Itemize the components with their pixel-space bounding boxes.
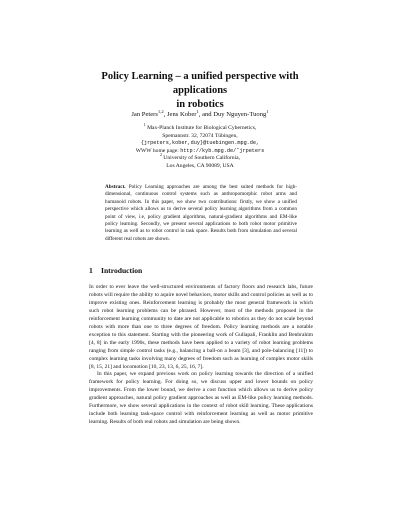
author-affiliation-mark: 1,2	[157, 108, 164, 114]
affiliation-line: $^2$ University of Southern California,	[159, 153, 241, 162]
affiliation-line: $^1$ Max-Planck Institute for Biological Cybernetics,	[143, 123, 257, 131]
homepage-link[interactable]: http://kyb.mpg.de/˜jrpeters	[180, 147, 265, 154]
affiliation-line: Los Angeles, CA 90089, USA	[166, 162, 234, 169]
author-separator: , and	[198, 111, 214, 118]
homepage-label: WWW home page:	[135, 147, 181, 154]
paper-title	[80, 70, 320, 112]
section-heading	[89, 266, 313, 276]
section-number: 1	[89, 266, 93, 275]
author-affiliation-mark: 1	[266, 108, 269, 114]
abstract-text: Policy Learning approaches are among the best suited methods for high-dimensional, continuous control systems such as anthropomorphic robot arms and humanoid robots. In this paper, we show two contributions: firstly, we show a unified perspective which allows us to derive several policy learning algorithms from a common point of view, i.e, policy gradient algorithms, natural-gradient algorithms and EM-like policy learning. Secondly, we present several applications to both robot motor primitive learning as well as to robot control in task space. Results both from simulation and several different real robots are shown.	[105, 184, 297, 242]
author-list	[60, 110, 340, 119]
section-title: Introduction	[101, 266, 143, 275]
affiliations	[60, 125, 340, 171]
author-name: Jens Kober	[166, 111, 197, 118]
author-affiliation-mark: 1	[196, 108, 199, 114]
abstract-label: Abstract.	[105, 184, 126, 190]
section-body	[89, 284, 313, 427]
author-name: Duy Nguyen-Tuong	[213, 111, 267, 118]
author-name: Jan Peters	[131, 111, 158, 118]
affiliation-mark: 2	[159, 153, 162, 158]
body-paragraph: In order to ever leave the well-structured environments of factory floors and research labs, future robots will require the ability to aquire novel behaviors, motor skills and control policies as well as to improve existing ones. Reinforcement learning is probably the most general framework in which such robot learning problems can be phrased. However, most of the methods proposed in the reinforcement learning community to date are not applicable to robotics as they do not scale beyond robots with more than one to three degrees of freedom. Policy learning methods are a notable exception to this statement. Starting with the pioneering work of Gullapali, Franklin and Benbrahim [4, 8] in the early 1990s, these methods have been applied to a variety of robot learning problems ranging from simple control tasks (e.g., balancing a ball-on a beam [3], and pole-balancing [11]) to complex learning tasks involving many degrees of freedom such as learning of complex motor skills [8, 15, 21] and locomotion [10, 23, 13, 6, 25, 16, 7].	[89, 284, 313, 370]
author-emails: {jrpeters,kober,duy}@tuebingen.mpg.de,	[140, 140, 260, 147]
author-separator: ,	[163, 111, 167, 118]
abstract	[105, 184, 297, 243]
affiliation-mark: 1	[143, 123, 146, 128]
body-paragraph: In this paper, we expand previous work on policy learning towards the direction of a unified framework for policy learning. For doing so, we discuss upper and lower bounds on policy improvements. From the lower bound, we derive a cost function which allows us to derive policy gradient approaches, natural policy gradient approaches as well as EM-like policy learning methods. Furthermore, we show several applications in the context of robot skill learning. These applications include both learning task-space control with reinforcement learning as well as motor primitive learning. Results of both real robots and simulation are being shown.	[89, 371, 313, 426]
affiliation-line: Spemannstr. 32, 72074 Tübingen,	[162, 132, 238, 139]
title-line-1: Policy Learning – a unified perspective with applications	[101, 71, 299, 96]
title-line-2: in robotics	[176, 99, 224, 110]
